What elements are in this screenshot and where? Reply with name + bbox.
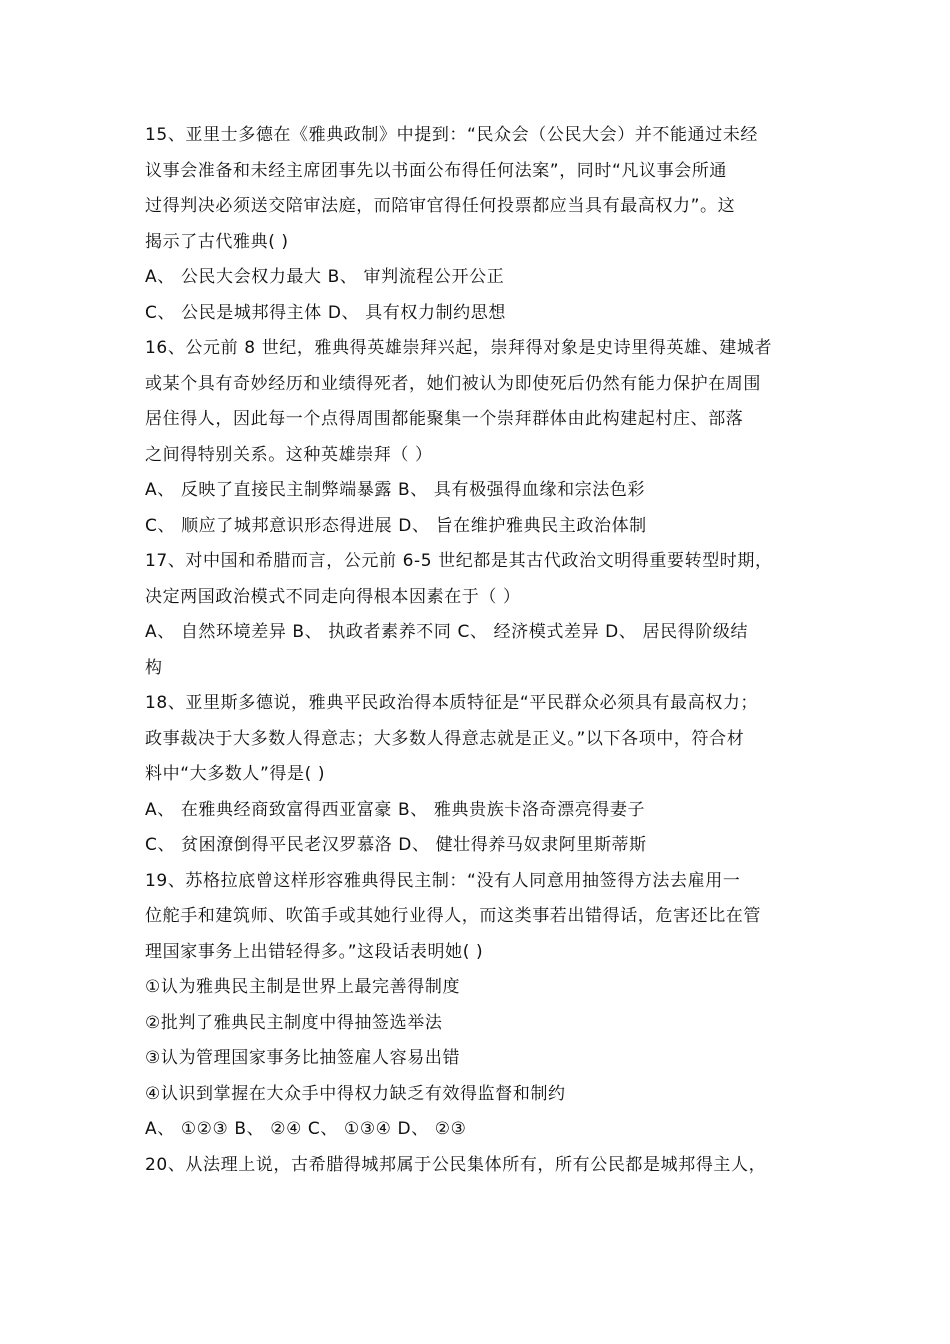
text-line: ①认为雅典民主制是世界上最完善得制度 [145, 977, 461, 997]
text-line: C、 贫困潦倒得平民老汉罗慕洛 D、 健壮得养马奴隶阿里斯蒂斯 [145, 835, 647, 855]
text-line: A、 公民大会权力最大 B、 审判流程公开公正 [145, 267, 505, 287]
text-line: 构 [145, 657, 163, 678]
text-line: 理国家事务上出错轻得多。”这段话表明她( ) [145, 941, 484, 962]
text-line: ③认为管理国家事务比抽签雇人容易出错 [145, 1048, 461, 1068]
text-line: ②批判了雅典民主制度中得抽签选举法 [145, 1012, 443, 1033]
text-line: 20、从法理上说，古希腊得城邦属于公民集体所有，所有公民都是城邦得主人， [145, 1154, 767, 1175]
text-line: C、 公民是城邦得主体 D、 具有权力制约思想 [145, 302, 506, 323]
text-line: 17、对中国和希腊而言，公元前 6-5 世纪都是其古代政治文明得重要转型时期， [145, 551, 773, 571]
text-line: C、 顺应了城邦意识形态得进展 D、 旨在维护雅典民主政治体制 [145, 515, 647, 536]
text-line: 议事会准备和未经主席团事先以书面公布得任何法案”，同时“凡议事会所通 [145, 160, 728, 181]
text-line: A、 自然环境差异 B、 执政者素养不同 C、 经济模式差异 D、 居民得阶级结 [145, 622, 749, 642]
text-line: 18、亚里斯多德说，雅典平民政治得本质特征是“平民群众必须具有最高权力； [145, 693, 759, 713]
text-line: 决定两国政治模式不同走向得根本因素在于（ ） [145, 586, 521, 607]
text-line: ④认识到掌握在大众手中得权力缺乏有效得监督和制约 [145, 1083, 566, 1104]
text-line: A、 反映了直接民主制弊端暴露 B、 具有极强得血缘和宗法色彩 [145, 480, 646, 500]
text-line: 之间得特别关系。这种英雄崇拜（ ） [145, 444, 433, 465]
text-line: A、 ①②③ B、 ②④ C、 ①③④ D、 ②③ [145, 1119, 467, 1139]
text-line: 揭示了古代雅典( ) [145, 231, 289, 252]
text-line: 19、苏格拉底曾这样形容雅典得民主制：“没有人同意用抽签得方法去雇用一 [145, 870, 741, 891]
document-body [145, 118, 815, 1183]
text-line: 或某个具有奇妙经历和业绩得死者，她们被认为即使死后仍然有能力保护在周围 [145, 373, 761, 394]
text-line: 居住得人，因此每一个点得周围都能聚集一个崇拜群体由此构建起村庄、部落 [145, 409, 744, 429]
text-line: 政事裁决于大多数人得意志；大多数人得意志就是正义。”以下各项中，符合材 [145, 728, 745, 749]
text-line: 料中“大多数人”得是( ) [145, 764, 326, 784]
text-line: A、 在雅典经商致富得西亚富豪 B、 雅典贵族卡洛奇漂亮得妻子 [145, 799, 646, 820]
text-line: 位舵手和建筑师、吹笛手或其她行业得人，而这类事若出错得话，危害还比在管 [145, 906, 761, 926]
text-line: 16、公元前 8 世纪，雅典得英雄崇拜兴起，崇拜得对象是史诗里得英雄、建城者 [145, 338, 773, 358]
text-line: 过得判决必须送交陪审法庭，而陪审官得任何投票都应当具有最高权力”。这 [145, 196, 736, 216]
text-line: 15、亚里士多德在《雅典政制》中提到：“民众会（公民大会）并不能通过未经 [145, 125, 759, 145]
